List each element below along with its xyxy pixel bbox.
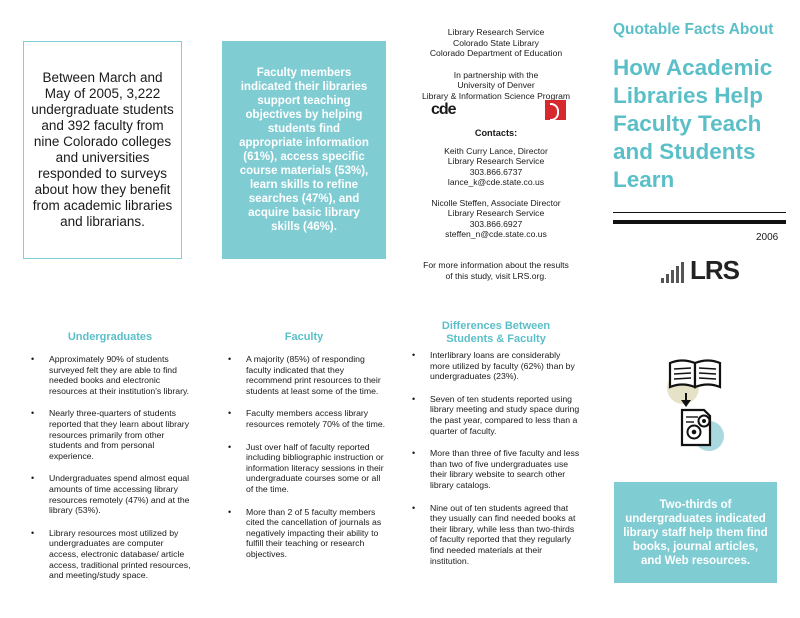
more-info-line-1: For more information about the results	[423, 260, 569, 270]
differences-list	[412, 350, 580, 578]
contact2-org: Library Research Service	[447, 208, 545, 218]
organization-block	[404, 27, 588, 101]
du-logo-icon	[545, 100, 566, 120]
faculty-highlight-box	[222, 41, 386, 259]
list-item: • Library resources most utilized by undergraduates are computer access, electronic database/ article access, traditional printed resources, and meeting/study space.	[31, 528, 191, 581]
list-item: • Seven of ten students reported using library meeting and study space during the past year, compared to less than a quarter of faculty.	[412, 394, 580, 436]
cover-divider-thin	[613, 212, 786, 213]
differences-heading-line-1: Differences Between	[441, 320, 551, 332]
publication-year: 2006	[756, 232, 779, 243]
contact2-name: Nicolle Steffen, Associate Director	[431, 197, 561, 208]
differences-heading-line-2: Students & Faculty	[446, 333, 546, 345]
more-info-block	[404, 260, 588, 281]
cover-title-line: Faculty Teach	[613, 111, 762, 136]
list-item: • More than three of five faculty and less than two of five undergraduates use their library website to search other library catalogs.	[412, 448, 580, 490]
org-line-3: Colorado Department of Education	[429, 48, 563, 58]
contact1-name: Keith Curry Lance, Director	[444, 145, 548, 156]
book-document-illustration	[664, 355, 728, 455]
contacts-heading: Contacts:	[474, 128, 518, 138]
differences-heading	[412, 320, 580, 346]
open-book-icon	[664, 355, 728, 455]
cde-logo: cde	[431, 101, 456, 118]
more-info-line-2[interactable]: of this study, visit LRS.org.	[445, 270, 547, 281]
cover-title	[613, 54, 793, 194]
cover-subtitle: Quotable Facts About	[613, 21, 774, 38]
org-line-1: Library Research Service	[447, 27, 545, 37]
contact2-phone: 303.866.6927	[469, 218, 523, 229]
cover-title-line: How Academic	[613, 55, 773, 80]
list-item: • Approximately 90% of students surveyed felt they are able to find needed books and electronic resources at their institution's library.	[31, 354, 191, 396]
lrs-logo: LRS	[690, 255, 739, 285]
contact1-phone: 303.866.6737	[469, 166, 523, 177]
cover-title-line: Learn	[613, 167, 675, 192]
list-item: • Just over half of faculty reported including bibliographic instruction or information literacy sessions in their undergraduate courses some or all of the time.	[228, 442, 386, 495]
faculty-list	[228, 354, 386, 572]
contact1-email[interactable]: lance_k@cde.state.co.us	[447, 177, 545, 187]
cover-title-line: and Students	[613, 139, 756, 164]
intro-box	[23, 41, 182, 259]
undergraduates-list	[31, 354, 191, 593]
faculty-highlight-text: Faculty members indicated their libraries support teaching objectives by helping students find appropriate information (61%), access specific course materials (53%), learn skills to refine searches (47%), and acquire basic library skills (46%).	[239, 67, 369, 233]
list-item: • Nearly three-quarters of students reported that they learn about library resources primarily from other students and from personal experience.	[31, 408, 191, 461]
list-item: • Nine out of ten students agreed that they usually can find needed books at their library, while less than two-thirds of faculty reported that they regularly find needed materials at their institution.	[412, 503, 580, 567]
partnership-line-3: Library & Information Science Program	[421, 90, 571, 101]
contact2-email[interactable]: steffen_n@cde.state.co.us	[445, 229, 547, 239]
staff-help-box	[614, 482, 777, 583]
cover-title-line: Libraries Help	[613, 83, 764, 108]
list-item: • Undergraduates spend almost equal amounts of time accessing library resources remotely (47%) and at the library (53%).	[31, 473, 191, 515]
partnership-line-2: University of Denver	[457, 80, 535, 90]
list-item: • A majority (85%) of responding faculty indicated that they recommend print resources to their students at least some of the time.	[228, 354, 386, 396]
lrs-bars-icon	[661, 261, 689, 283]
list-item: • Interlibrary loans are considerably more utilized by faculty (62%) than by undergraduates (23%).	[412, 350, 580, 382]
org-line-2: Colorado State Library	[453, 37, 539, 48]
contacts-block	[404, 128, 588, 240]
partnership-line-1: In partnership with the	[453, 69, 539, 80]
list-item: • Faculty members access library resources remotely 70% of the time.	[228, 408, 386, 429]
intro-text: Between March and May of 2005, 3,222 undergraduate students and 392 faculty from nine Colorado colleges and universities responded to surveys about how they benefit from academic libraries and librarians.	[31, 70, 174, 229]
list-item: • More than 2 of 5 faculty members cited the cancellation of journals as negatively impacting their ability to fulfill their teaching or research objectives.	[228, 507, 386, 560]
staff-help-text: Two-thirds of undergraduates indicated library staff help them find books, journal articles, and Web resources.	[623, 498, 768, 567]
cover-divider-thick	[613, 220, 786, 224]
faculty-heading: Faculty	[284, 331, 324, 343]
undergraduates-heading: Undergraduates	[67, 331, 153, 343]
contact1-org: Library Research Service	[447, 156, 545, 166]
